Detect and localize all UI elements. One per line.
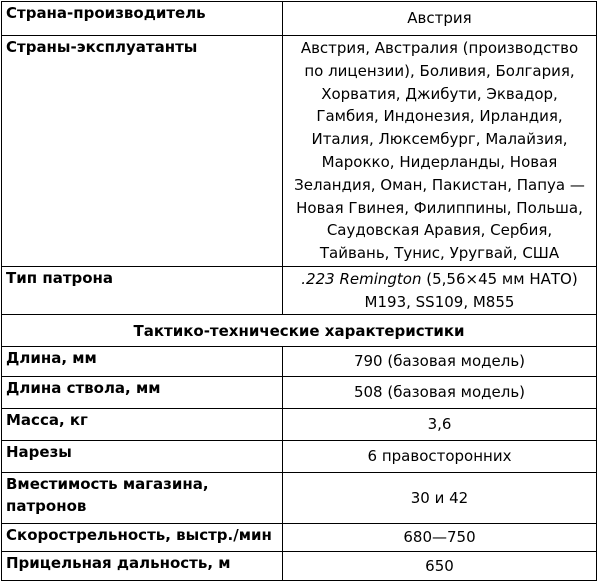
cartridge-value xyxy=(283,267,597,315)
table-row-mass xyxy=(2,409,597,441)
cartridge-label: Тип патрона xyxy=(2,267,283,315)
operators-label: Страны-эксплуатанты xyxy=(2,36,283,267)
table-row-barrel xyxy=(2,377,597,409)
magazine-label xyxy=(2,473,283,524)
table-row-range xyxy=(2,552,597,581)
table-row-country xyxy=(2,2,597,36)
cartridge-name: .223 Remington xyxy=(301,269,422,288)
operators-line: Австрия, Австралия (производство xyxy=(300,39,579,58)
operators-value xyxy=(283,36,597,267)
cartridge-variants: M193, SS109, M855 xyxy=(364,292,515,311)
length-value: 790 (базовая модель) xyxy=(283,347,597,377)
rate-label: Скорострельность, выстр./мин xyxy=(2,524,283,552)
operators-line: Тайвань, Тунис, Уругвай, США xyxy=(319,244,560,263)
operators-line: по лицензии), Боливия, Болгария, xyxy=(304,61,575,80)
magazine-label-line: Вместимость магазина, xyxy=(6,475,209,493)
operators-line: Новая Гвинея, Филиппины, Польша, xyxy=(296,198,583,217)
specifications-table xyxy=(1,1,597,581)
operators-line: Зеландия, Оман, Пакистан, Папуа — xyxy=(294,175,585,194)
cartridge-line xyxy=(287,268,592,291)
length-label: Длина, мм xyxy=(2,347,283,377)
operators-line: Марокко, Нидерланды, Новая xyxy=(321,153,558,171)
mass-value: 3,6 xyxy=(283,409,597,441)
table-row-operators xyxy=(2,36,597,267)
magazine-label-line: патронов xyxy=(6,497,87,515)
barrel-label: Длина ствола, мм xyxy=(2,377,283,409)
operators-line: Италия, Люксембург, Малайзия, xyxy=(311,130,568,149)
rate-value: 680—750 xyxy=(283,524,597,552)
rifling-value: 6 правосторонних xyxy=(283,441,597,473)
operators-line: Гамбия, Индонезия, Ирландия, xyxy=(316,107,563,126)
country-value: Австрия xyxy=(283,2,597,36)
operators-line: Хорватия, Джибути, Эквадор, xyxy=(321,84,558,103)
range-value: 650 xyxy=(283,552,597,581)
cartridge-caliber: (5,56×45 мм НАТО) xyxy=(421,269,578,288)
table-row-cartridge xyxy=(2,267,597,315)
mass-label: Масса, кг xyxy=(2,409,283,441)
table-row-magazine xyxy=(2,473,597,524)
barrel-value: 508 (базовая модель) xyxy=(283,377,597,409)
rifling-label: Нарезы xyxy=(2,441,283,473)
range-label: Прицельная дальность, м xyxy=(2,552,283,581)
table-row-rifling xyxy=(2,441,597,473)
magazine-value: 30 и 42 xyxy=(283,473,597,524)
table-row-section xyxy=(2,315,597,347)
section-title: Тактико-технические характеристики xyxy=(2,315,597,347)
country-label: Страна-производитель xyxy=(2,2,283,36)
table-row-rate xyxy=(2,524,597,552)
operators-line: Саудовская Аравия, Сербия, xyxy=(326,221,553,240)
table-row-length xyxy=(2,347,597,377)
